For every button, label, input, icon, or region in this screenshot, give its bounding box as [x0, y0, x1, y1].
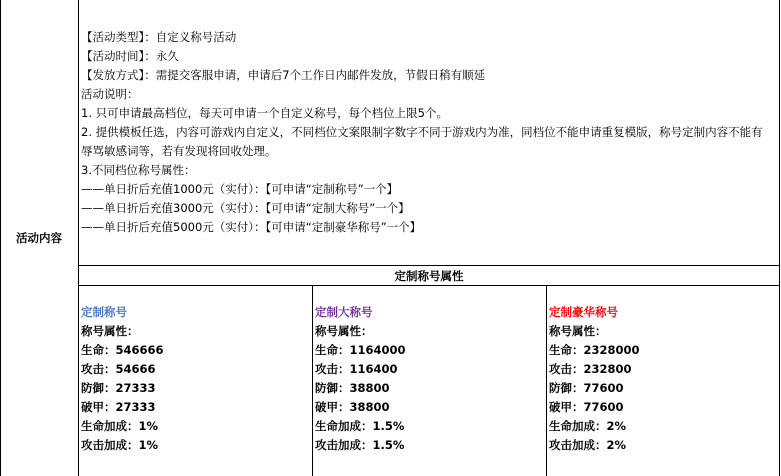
attr-row: 生命：2328000: [549, 343, 640, 357]
column-title: 定制豪华称号: [549, 305, 618, 319]
column-basic-title: [81, 303, 164, 455]
attr-row: 攻击：54666: [81, 362, 156, 376]
attr-row: 攻击：232800: [549, 362, 632, 376]
label-divider: [78, 0, 79, 476]
attr-row: 攻击加成：1.5%: [315, 438, 405, 452]
col-divider-2: [546, 285, 547, 476]
attr-row: 攻击加成：1%: [81, 438, 159, 452]
rule-3-title: 3.不同档位称号属性：: [81, 163, 196, 177]
attr-row: 生命加成：1%: [81, 419, 159, 433]
attr-label: 称号属性：: [315, 324, 373, 338]
description-title: 活动说明：: [81, 87, 139, 101]
tier-line: ——单日折后充值5000元（实付）：【可申请“定制豪华称号”一个】: [81, 220, 422, 234]
attr-label: 称号属性：: [549, 324, 607, 338]
attr-row: 攻击：116400: [315, 362, 398, 376]
column-large-title: [315, 303, 406, 455]
attr-label: 称号属性：: [81, 324, 139, 338]
attr-row: 防御：38800: [315, 381, 390, 395]
row-label: 活动内容: [16, 231, 62, 245]
attr-row: 破甲：38800: [315, 400, 390, 414]
tier-line: ——单日折后充值1000元（实付）：【可申请“定制称号”一个】: [81, 182, 399, 196]
column-title: 定制称号: [81, 305, 127, 319]
attr-row: 破甲：77600: [549, 400, 624, 414]
column-luxury-title: [549, 303, 640, 455]
col-divider-1: [312, 285, 313, 476]
attr-row: 生命加成：2%: [549, 419, 627, 433]
rule-1: 1. 只可申请最高档位，每天可申请一个自定义称号，每个档位上限5个。: [81, 106, 448, 120]
attr-row: 防御：27333: [81, 381, 156, 395]
delivery-method: 【发放方式】：需提交客服申请，申请后7个工作日内邮件发放，节假日稍有顺延: [81, 68, 486, 82]
attr-row: 生命：546666: [81, 343, 164, 357]
section-title: 定制称号属性: [394, 268, 464, 283]
column-title: 定制大称号: [315, 305, 373, 319]
activity-description: [81, 28, 773, 237]
attr-row: 生命加成：1.5%: [315, 419, 405, 433]
activity-type: 【活动类型】：自定义称号活动: [81, 30, 237, 44]
activity-time: 【活动时间】：永久: [81, 49, 179, 63]
rule-2: 2. 提供模板任选，内容可游戏内自定义，不同档位文案限制字数字不同于游戏内为准，同档位不能申请重复模版，称号定制内容不能有辱骂敏感词等，若有发现将回收处理。: [81, 125, 763, 158]
attr-row: 破甲：27333: [81, 400, 156, 414]
attr-row: 防御：77600: [549, 381, 624, 395]
attr-row: 攻击加成：2%: [549, 438, 627, 452]
section-bottom-line: [78, 285, 780, 286]
tier-line: ——单日折后充值3000元（实付）：【可申请“定制大称号”一个】: [81, 201, 410, 215]
attr-row: 生命：1164000: [315, 343, 406, 357]
